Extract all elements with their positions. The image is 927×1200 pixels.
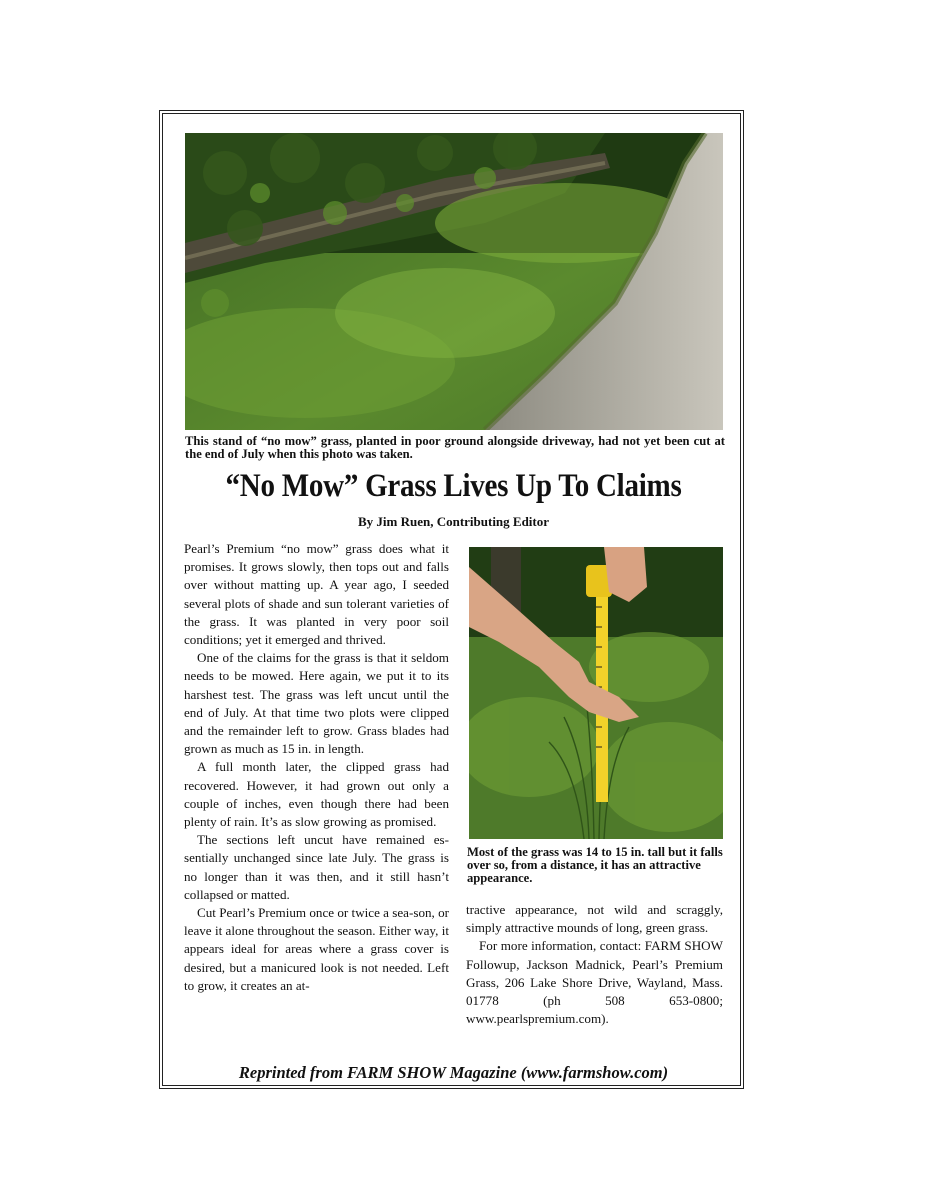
body-paragraph: One of the claims for the grass is that it seldom needs to be mowed. Here again, we put it to its harshest test. The grass was left uncut until the end of July. At that time two plots were clipped and the remainder left to grow. Grass blades had grown as much as 15 in. in length. [184,650,449,757]
top-photo-caption: This stand of “no mow” grass, planted in poor ground alongside driveway, had not yet been cut at the end of July when this photo was taken. [185,434,725,461]
top-photo [185,133,723,430]
contact-paragraph: For more information, contact: FARM SHOW Followup, Jackson Madnick, Pearl’s Premium Grass, 206 Lake Shore Drive, Wayland, Mass. 01778 (ph 508 653-0800; www.pearlspremium.com). [466,938,723,1027]
article-headline: “No Mow” Grass Lives Up To Claims [225,468,682,504]
reprint-footer: Reprinted from FARM SHOW Magazine (www.farmshow.com) [238,1063,669,1082]
side-photo-caption: Most of the grass was 14 to 15 in. tall but it falls over so, from a distance, it has an attractive appearance. [467,845,723,885]
grass-driveway-image [185,133,723,430]
body-paragraph: A full month later, the clipped grass had recovered. However, it had grown out only a couple of inches, even though there had been plenty of rain. It’s as slow growing as promised. [184,759,449,830]
body-paragraph: tractive appearance, not wild and scraggly, simply attractive mounds of long, green grass. [466,902,723,936]
article-body-left-column [184,540,449,995]
body-paragraph: Pearl’s Premium “no mow” grass does what it promises. It grows slowly, then tops out and falls over without matting up. A year ago, I seeded several plots of shade and sun tolerant varieties of the grass. It was planted in very poor soil conditions; yet it emerged and thrived. [184,541,449,648]
body-paragraph: Cut Pearl’s Premium once or twice a sea-son, or leave it alone throughout the season. Either way, it appears ideal for areas where a grass cover is desired, but a manicured look is not needed. Left to grow, it creates an at- [184,905,449,993]
side-photo [469,547,723,839]
byline: By Jim Ruen, Contributing Editor [357,514,550,529]
tape-measure-grass-image [469,547,723,839]
article-body-right-column [466,901,723,1028]
body-paragraph: The sections left uncut have remained es-sentially unchanged since late July. The grass is no longer than it was then, and it still hasn’t collapsed or matted. [184,832,449,902]
